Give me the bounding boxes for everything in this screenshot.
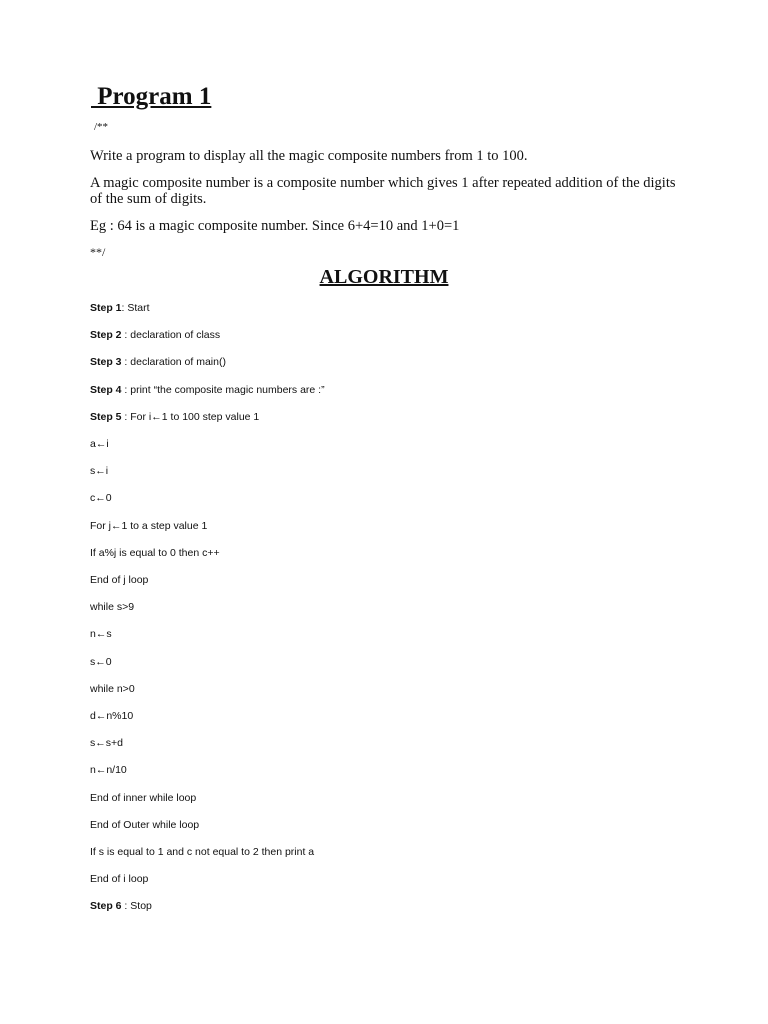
step-label: Step 5: [90, 410, 122, 423]
step-text: End of Outer while loop: [90, 818, 200, 831]
algorithm-line: [90, 792, 196, 805]
step-text: n←s: [90, 628, 112, 641]
page-title: Program 1: [91, 83, 212, 110]
algorithm-line: [90, 628, 112, 641]
algorithm-line: [90, 846, 314, 859]
description-paragraph: Write a program to display all the magic composite numbers from 1 to 100.: [90, 148, 528, 164]
step-text: End of inner while loop: [90, 791, 197, 804]
comment-open: /**: [94, 121, 109, 133]
step-text: while s>9: [90, 601, 135, 614]
step-text: For j←1 to a step value 1: [90, 519, 208, 532]
step-text: : print “the composite magic numbers are :”: [121, 383, 325, 396]
step-label: Step 1: [90, 302, 122, 314]
algorithm-line: [90, 411, 259, 424]
algorithm-line: [90, 764, 127, 777]
step-text: s←s+d: [90, 737, 123, 750]
step-text: c←0: [90, 492, 112, 505]
step-label: Step 2: [90, 329, 122, 342]
comment-close: **/: [90, 245, 106, 259]
step-label: Step 6: [90, 900, 122, 913]
step-label: Step 3: [90, 356, 122, 369]
algorithm-line: [90, 683, 135, 696]
algorithm-line: [90, 438, 109, 451]
step-text: s←i: [90, 465, 109, 478]
algorithm-line: [90, 520, 207, 533]
algorithm-line: [90, 601, 134, 614]
algorithm-line: [90, 465, 108, 478]
algorithm-line: [90, 384, 325, 397]
algorithm-line: [90, 492, 112, 505]
description-paragraph: Eg : 64 is a magic composite number. Since 6+4=10 and 1+0=1: [90, 218, 460, 234]
step-text: : For i←1 to 100 step value 1: [121, 410, 260, 423]
algorithm-line: [90, 873, 148, 886]
algorithm-line: [90, 900, 152, 913]
algorithm-line: [90, 356, 226, 369]
step-text: If a%j is equal to 0 then c++: [90, 546, 220, 559]
step-text: a←i: [90, 438, 109, 450]
step-text: : declaration of main(): [121, 356, 226, 369]
step-text: : Start: [121, 302, 150, 314]
step-text: : Stop: [121, 900, 152, 913]
algorithm-heading: ALGORITHM: [319, 266, 449, 288]
algorithm-line: [90, 819, 199, 832]
algorithm-line: [90, 547, 220, 560]
step-text: : declaration of class: [121, 329, 221, 342]
algorithm-line: [90, 656, 112, 669]
step-label: Step 4: [90, 383, 122, 396]
description-paragraph: A magic composite number is a composite number which gives 1 after repeated addition of the digits of the sum of digits.: [90, 175, 676, 207]
step-text: End of i loop: [90, 873, 149, 886]
algorithm-line: [90, 329, 220, 342]
algorithm-line: [90, 737, 123, 750]
algorithm-line: [90, 710, 133, 723]
algorithm-line: [90, 302, 150, 315]
algorithm-line: [90, 574, 148, 587]
step-text: If s is equal to 1 and c not equal to 2 then print a: [90, 846, 315, 858]
step-text: d←n%10: [90, 710, 134, 722]
step-text: s←0: [90, 655, 112, 668]
step-text: n←n/10: [90, 764, 127, 777]
step-text: while n>0: [90, 682, 135, 695]
step-text: End of j loop: [90, 574, 149, 586]
